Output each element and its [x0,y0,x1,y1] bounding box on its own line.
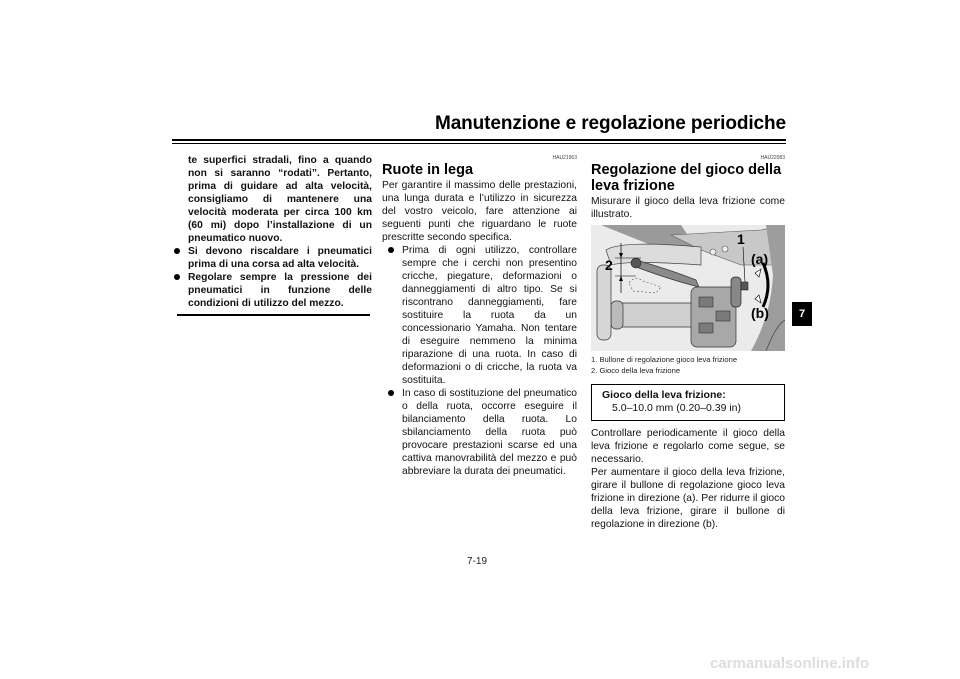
section-intro: Per garantire il massimo delle prestazioni, una lunga durata e l’utilizzo in sicurezza del vostro veicolo, fare attenzione ai seguenti punti che riguardano le ruote prescritte secondo specifica. [382,180,577,243]
list-item: Regolare sempre la pressione dei pneumatici in funzione delle condizioni di utilizzo del mezzo. [174,271,372,310]
bullet-icon [388,390,394,396]
figure-label-1: 1 [737,231,745,247]
section-title: Ruote in lega [382,162,474,178]
caption-2: 2. Gioco della leva frizione [591,366,681,375]
watermark: carmanualsonline.info [710,655,870,672]
figure-captions [591,354,785,376]
tyre-bullets [188,245,372,310]
figure-label-a: (a) [751,251,769,267]
figure-label-2: 2 [605,257,613,273]
paragraph-adjust: Per aumentare il gioco della leva frizione, girare il bullone di regolazione gioco leva frizione in direzione (a). Per ridurre il gioco della leva frizione, girare il bullone di regolazione in direzione (b). [591,467,785,530]
list-item: Prima di ogni utilizzo, controllare sempre che i cerchi non presentino cricche, piegature, deformazioni o danneggiamenti di altro tipo. Se si riscontrano danneggiamenti, fare sostituire la ruota da un concessionario Yamaha. Non tentare di eseguire nemmeno la minima riparazione di una ruota. In caso di deformazioni o di cricche, la ruota va sostituita. [388,244,577,387]
bullet-icon [174,274,180,280]
header-rule-thick [172,139,786,141]
list-item: In caso di sostituzione del pneumatico o della ruota, occorre eseguire il bilanciamento della ruota. Lo sbilanciamento della ruota può provocare prestazioni scarse ed una cattiva manovrabilità del mezzo e può abbreviare la durata dei pneumatici. [388,387,577,478]
spec-title: Gioco della leva frizione: [602,389,726,401]
page-header-title: Manutenzione e regolazione periodiche [434,113,786,134]
section-code: HAU21963 [552,155,577,161]
warning-end-rule [177,314,370,316]
header-rule-thin [172,143,786,144]
section-intro: Misurare il gioco della leva frizione come illustrato. [591,196,785,220]
clutch-lever-illustration [591,225,785,351]
section-clutch-lever [591,155,785,531]
page-number: 7-19 [467,556,488,567]
spec-value: 5.0–10.0 mm (0.20–0.39 in) [612,402,741,414]
section-alloy-wheels [382,155,577,478]
list-item: Si devono riscaldare i pneumatici prima di una corsa ad alta velocità. [174,245,372,271]
continued-paragraph: te superfici stradali, fino a quando non si saranno “rodati”. Pertanto, prima di guidare ad alta velocità, consigliamo di mantenere una velocità moderata per circa 100 km (60 mi) dopo l’installazione di un pneumatico nuovo. [188,155,372,244]
column-tyre-notes [188,154,372,310]
caption-1: 1. Bullone di regolazione gioco leva frizione [591,355,738,364]
section-title: Regolazione del gioco della leva frizione [591,162,782,194]
figure-label-b: (b) [751,305,769,321]
section-code: HAU22083 [760,155,785,161]
bullet-icon [388,247,394,253]
bullet-icon [174,248,180,254]
wheel-bullets [382,244,577,478]
handlebar-drawing-icon [591,225,785,351]
paragraph-check: Controllare periodicamente il gioco della leva frizione e regolarlo come segue, se necessario. [591,428,785,465]
chapter-tab: 7 [792,302,812,326]
spec-box [591,384,785,421]
